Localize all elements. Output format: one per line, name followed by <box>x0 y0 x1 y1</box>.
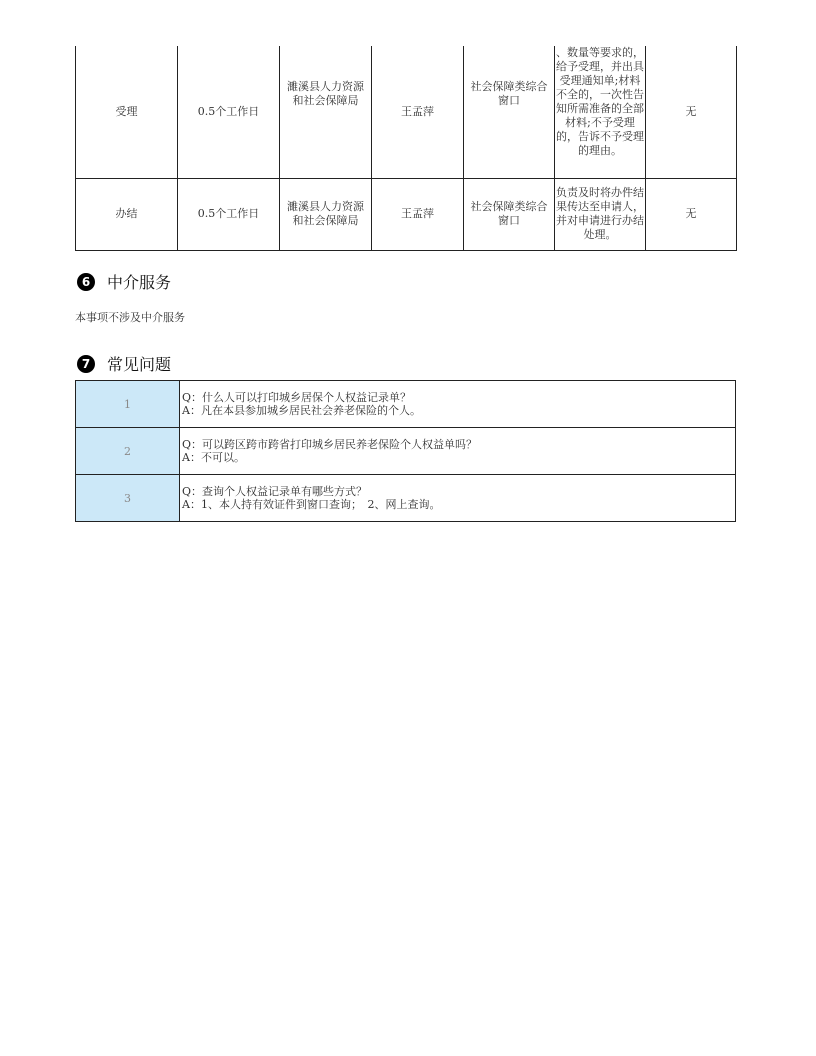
remark-cell: 无 <box>646 178 737 250</box>
faq-number: 3 <box>76 475 180 522</box>
section-title: 中介服务 <box>107 273 172 292</box>
section-number-badge: 6 <box>77 273 95 291</box>
faq-question: Q：查询个人权益记录单有哪些方式？ <box>182 485 368 498</box>
description-cell: 负责及时将办件结果传达至申请人，并对申请进行办结处理。 <box>555 178 646 250</box>
description-cell: 、数量等要求的，给予受理，并出具受理通知单;材料不全的，一次性告知所需准备的全部材料;不予受理的，告诉不予受理的理由。 <box>555 46 646 178</box>
faq-row <box>76 381 736 428</box>
faq-qa <box>180 428 736 475</box>
faq-question: Q：什么人可以打印城乡居保个人权益记录单？ <box>182 391 412 404</box>
faq-answer: A：凡在本县参加城乡居民社会养老保险的个人。 <box>182 404 421 417</box>
intermediary-note: 本事项不涉及中介服务 <box>75 311 185 324</box>
time-limit-cell: 0.5个工作日 <box>178 46 280 178</box>
faq-qa <box>180 381 736 428</box>
table-row <box>76 178 737 250</box>
step-cell: 办结 <box>76 178 178 250</box>
person-cell: 王孟萍 <box>372 46 464 178</box>
faq-qa <box>180 475 736 522</box>
faq-number: 2 <box>76 428 180 475</box>
faq-table <box>75 380 736 522</box>
person-cell: 王孟萍 <box>372 178 464 250</box>
remark-cell: 无 <box>646 46 737 178</box>
location-cell: 社会保障类综合窗口 <box>464 46 555 178</box>
faq-answer: A：不可以。 <box>182 451 245 464</box>
department-cell: 濉溪县人力资源和社会保障局 <box>280 178 372 250</box>
table-row <box>76 46 737 178</box>
faq-row <box>76 428 736 475</box>
department-cell: 濉溪县人力资源和社会保障局 <box>280 46 372 178</box>
time-limit-cell: 0.5个工作日 <box>178 178 280 250</box>
intermediary-heading <box>77 270 171 293</box>
step-cell: 受理 <box>76 46 178 178</box>
location-cell: 社会保障类综合窗口 <box>464 178 555 250</box>
process-table <box>75 46 737 251</box>
faq-heading <box>77 352 171 375</box>
faq-row <box>76 475 736 522</box>
faq-number: 1 <box>76 381 180 428</box>
section-number-badge: 7 <box>77 355 95 373</box>
faq-answer: A：1、本人持有效证件到窗口查询； 2、网上查询。 <box>182 498 441 511</box>
faq-question: Q：可以跨区跨市跨省打印城乡居民养老保险个人权益单吗？ <box>182 438 478 451</box>
section-title: 常见问题 <box>107 355 172 374</box>
